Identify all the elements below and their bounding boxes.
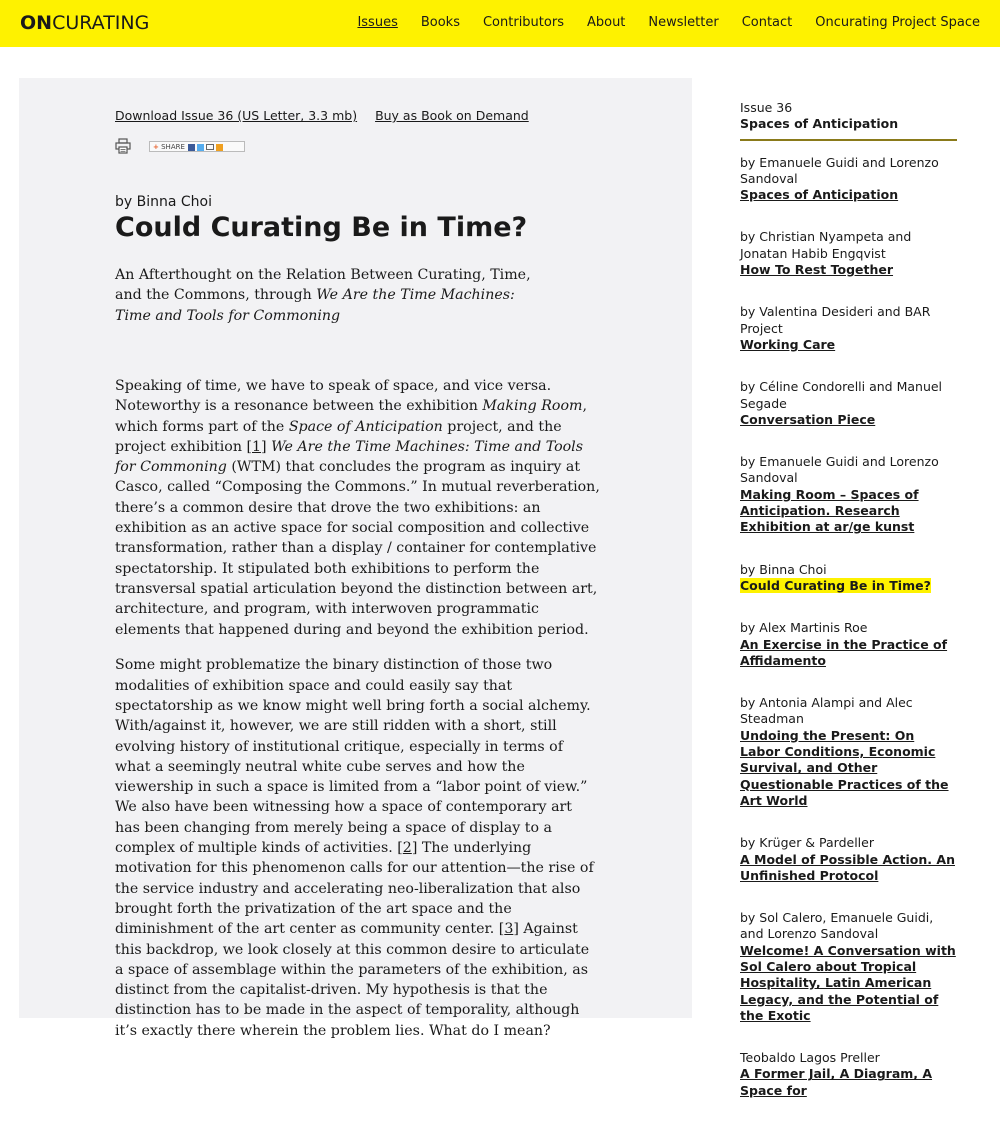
entry-title-link[interactable]: Working Care (740, 336, 836, 352)
issue-sidebar (740, 100, 957, 1125)
entry-author: by Binna Choi (740, 561, 827, 577)
footnote-ref-2[interactable]: 2 (402, 840, 412, 857)
logo-rest-part: CURATING (52, 12, 150, 34)
issue-name: Spaces of Anticipation (740, 116, 899, 132)
article-body (115, 376, 600, 1057)
entry-title-link[interactable]: A Former Jail, A Diagram, A Space for (740, 1066, 933, 1098)
entry-title-link[interactable]: How To Rest Together (740, 262, 894, 278)
entry-title-link[interactable]: Spaces of Anticipation (740, 187, 899, 203)
article-subtitle (115, 265, 555, 326)
entry-author: by Krüger & Pardeller (740, 835, 874, 851)
entry-title-link[interactable]: Conversation Piece (740, 411, 876, 427)
sidebar-entry (740, 1050, 957, 1099)
logo-bold-part: ON (20, 12, 53, 34)
footnote-ref-1[interactable]: 1 (252, 438, 262, 455)
sidebar-entry (740, 379, 957, 428)
nav-about[interactable]: About (586, 15, 626, 30)
entry-author: by Valentina Desideri and BAR Project (740, 304, 931, 336)
more-icon (216, 144, 223, 151)
share-button[interactable] (149, 141, 245, 152)
issue-number: Issue 36 (740, 100, 793, 115)
entry-title-link[interactable]: Welcome! A Conversation with Sol Calero about Tropical Hospitality, Latin American Legacy, and the Potential of the Exotic (740, 942, 956, 1023)
sidebar-entry-current (740, 562, 957, 595)
email-icon (206, 144, 214, 150)
article-panel (19, 78, 692, 1039)
entry-author: by Emanuele Guidi and Lorenzo Sandoval (740, 454, 939, 486)
entry-author: by Emanuele Guidi and Lorenzo Sandoval (740, 154, 939, 186)
sidebar-entry (740, 835, 957, 884)
entry-author: by Sol Calero, Emanuele Guidi, and Lorenzo Sandoval (740, 910, 934, 942)
entry-author: by Céline Condorelli and Manuel Segade (740, 379, 943, 411)
share-plus-icon: + (153, 143, 159, 151)
sidebar-entry (740, 620, 957, 669)
print-icon[interactable] (115, 138, 131, 154)
article-byline: by Binna Choi (115, 194, 212, 210)
sidebar-entry (740, 910, 957, 1024)
paragraph-1: Speaking of time, we have to speak of space, and vice versa. Noteworthy is a resonance between the exhibition Making Room, which forms part of the Space of Anticipation project, and the project exhibition [1] We Are the Time Machines: Time and Tools for Commoning (WTM) that concludes the program as inquiry at Casco, called “Composing the Commons.” In mutual reverberation, there’s a common desire that drove the two exhibitions: an exhibition as an active space for social composition and collective transformation, rather than a display / container for contemplative spectatorship. It stipulated both exhibitions to perform the transversal spatial articulation beyond the distinction between art, architecture, and program, with interwoven programmatic elements that happened during and beyond the exhibition period. (115, 378, 600, 638)
article-title: Could Curating Be in Time? (115, 212, 528, 243)
subtitle-text: An Afterthought on the Relation Between Curating, Time, and the Commons, through (115, 267, 531, 304)
share-label: SHARE (161, 143, 185, 151)
nav-issues[interactable]: Issues (357, 15, 398, 30)
article-tools (115, 138, 315, 156)
entry-title-link[interactable]: An Exercise in the Practice of Affidamento (740, 636, 948, 668)
nav-books[interactable]: Books (420, 15, 460, 30)
twitter-icon (197, 144, 204, 151)
main-nav (334, 15, 980, 31)
entry-author: by Christian Nyampeta and Jonatan Habib Engqvist (740, 229, 912, 261)
issue-header (740, 100, 957, 141)
nav-contact[interactable]: Contact (741, 15, 793, 30)
entry-title-link[interactable]: Making Room – Spaces of Anticipation. Research Exhibition at ar/ge kunst (740, 486, 919, 535)
subtitle-italic: We Are the Time Machines: Time and Tools for Commoning (115, 287, 515, 324)
nav-contributors[interactable]: Contributors (482, 15, 564, 30)
download-issue-link[interactable]: Download Issue 36 (US Letter, 3.3 mb) (115, 108, 358, 123)
entry-title-link[interactable]: A Model of Possible Action. An Unfinished Protocol (740, 851, 955, 883)
sidebar-entry (740, 304, 957, 353)
site-logo[interactable] (20, 12, 149, 34)
download-row (115, 108, 543, 123)
sidebar-entry (740, 454, 957, 535)
nav-project-space[interactable]: Oncurating Project Space (815, 15, 980, 30)
entry-title-link-current[interactable]: Could Curating Be in Time? (740, 577, 931, 593)
sidebar-entry (740, 695, 957, 809)
entry-title-link[interactable]: Undoing the Present: On Labor Conditions, Economic Survival, and Other Questionable Practices of the Art World (740, 727, 949, 808)
nav-newsletter[interactable]: Newsletter (648, 15, 719, 30)
paragraph-2: Some might problematize the binary distinction of those two modalities of exhibition space and could easily say that spectatorship as we know might well bring forth a social alchemy. With/against it, however, we are still ridden with a short, still evolving history of institutional critique, especially in terms of what a seemingly neutral white cube serves and how the viewership in such a space is limited from a “labor point of view.” We also have been witnessing how a space of contemporary art has been changing from merely being a space of display to a complex of multiple kinds of activities. [2] The underlying motivation for this phenomenon calls for our attention—the rise of the service industry and accelerating neo-liberalization that also brought forth the privatization of the art space and the diminishment of the art center as community center. [3] Against this backdrop, we look closely at this common desire to articulate a space of assemblage within the parameters of the exhibition, as distinct from the capitalist-driven. My hypothesis is that the distinction has to be made in the aspect of temporality, although it’s exactly there wherein the problem lies. What do I mean? (115, 657, 594, 1039)
entry-author: by Antonia Alampi and Alec Steadman (740, 695, 913, 727)
footnote-ref-3[interactable]: 3 (504, 921, 514, 938)
entry-author: Teobaldo Lagos Preller (740, 1050, 880, 1066)
top-navigation-bar (0, 0, 1000, 47)
sidebar-entry (740, 229, 957, 278)
facebook-icon (188, 144, 195, 151)
buy-book-link[interactable]: Buy as Book on Demand (375, 108, 529, 123)
sidebar-entry (740, 155, 957, 204)
entry-author: by Alex Martinis Roe (740, 620, 868, 636)
